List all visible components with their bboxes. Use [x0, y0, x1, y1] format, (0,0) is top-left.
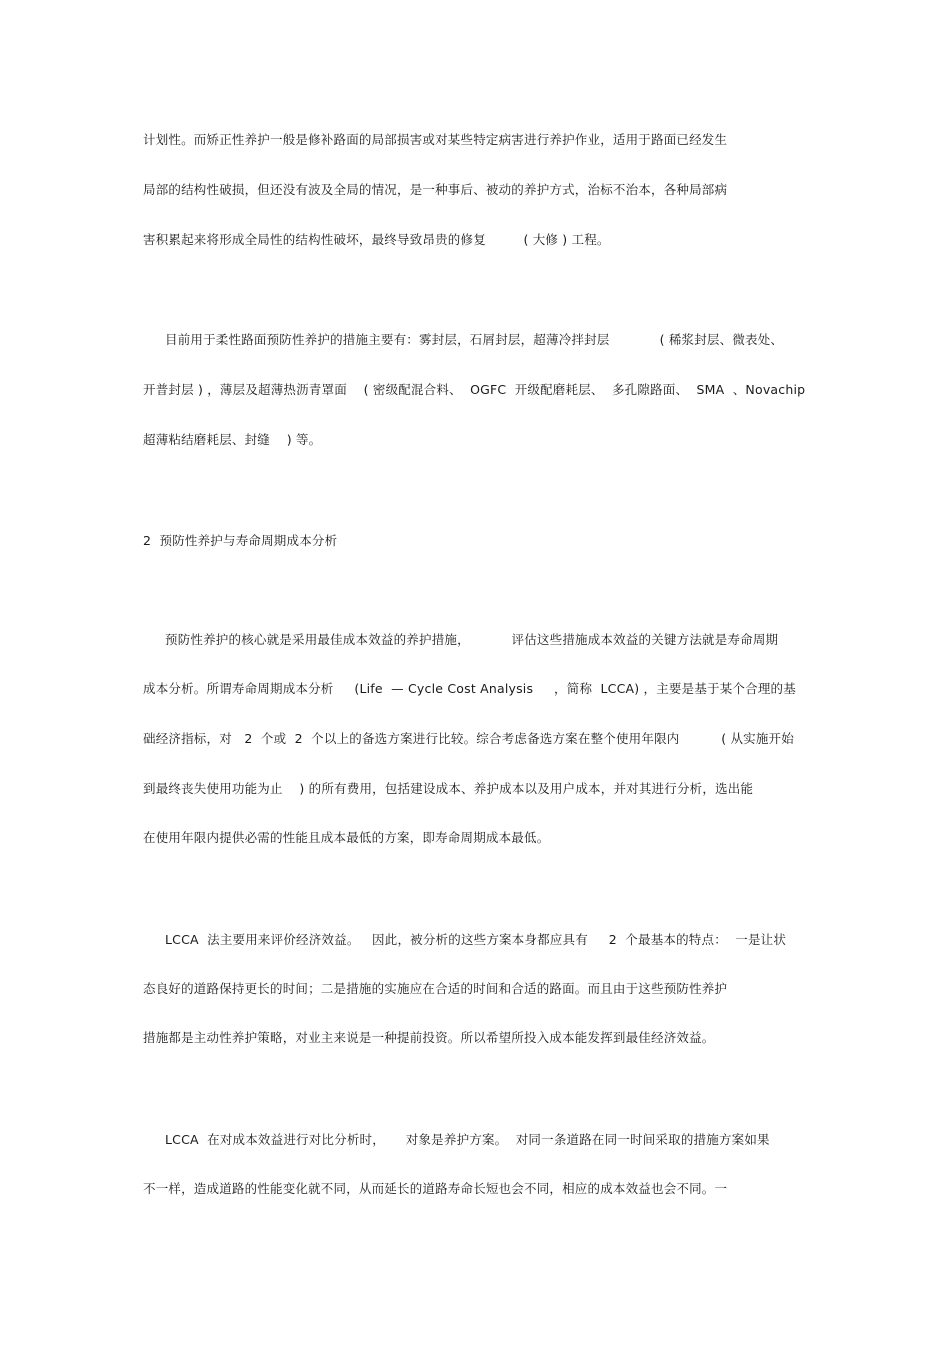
text-line: 预防性养护的核心就是采用最佳成本效益的养护措施， 评估这些措施成本效益的关键方法就是寿命周期 — [165, 632, 779, 647]
text-line: 在使用年限内提供必需的性能且成本最低的方案，即寿命周期成本最低。 — [143, 830, 550, 845]
text-line: 础经济指标，对 2 个或 2 个以上的备选方案进行比较。综合考虑备选方案在整个使用年限内 ( 从实施开始 — [143, 731, 794, 746]
text-line: 超薄粘结磨耗层、封缝 ) 等。 — [143, 432, 322, 447]
text-line: 计划性。而矫正性养护一般是修补路面的局部损害或对某些特定病害进行养护作业，适用于路面已经发生 — [143, 132, 728, 147]
text-line: 开普封层 ) ，薄层及超薄热沥青罩面 ( 密级配混合料、 OGFC 开级配磨耗层、 多孔隙路面、 SMA 、Novachip — [143, 382, 806, 397]
text-line: 措施都是主动性养护策略，对业主来说是一种提前投资。所以希望所投入成本能发挥到最佳经济效益。 — [143, 1030, 715, 1045]
text-line: LCCA 法主要用来评价经济效益。 因此，被分析的这些方案本身都应具有 2 个最基本的特点： 一是让状 — [165, 932, 787, 947]
text-line: LCCA 在对成本效益进行对比分析时， 对象是养护方案。 对同一条道路在同一时间采取的措施方案如果 — [165, 1132, 770, 1147]
section-heading: 2 预防性养护与寿命周期成本分析 — [143, 533, 338, 548]
text-line: 成本分析。所谓寿命周期成本分析 (Life — Cycle Cost Analysis ，简称 LCCA) ，主要是基于某个合理的基 — [143, 681, 796, 696]
text-line: 局部的结构性破损，但还没有波及全局的情况，是一种事后、被动的养护方式，治标不治本，各种局部病 — [143, 182, 728, 197]
text-line: 到最终丧失使用功能为止 ) 的所有费用，包括建设成本、养护成本以及用户成本，并对其进行分析，选出能 — [143, 781, 754, 796]
text-line: 态良好的道路保持更长的时间；二是措施的实施应在合适的时间和合适的路面。而且由于这些预防性养护 — [143, 981, 728, 996]
text-line: 目前用于柔性路面预防性养护的措施主要有：雾封层，石屑封层，超薄冷拌封层 ( 稀浆封层、微表处、 — [165, 332, 784, 347]
text-line: 不一样，造成道路的性能变化就不同，从而延长的道路寿命长短也会不同，相应的成本效益也会不同。一 — [143, 1181, 728, 1196]
text-line: 害积累起来将形成全局性的结构性破坏，最终导致昂贵的修复 ( 大修 ) 工程。 — [143, 232, 610, 247]
